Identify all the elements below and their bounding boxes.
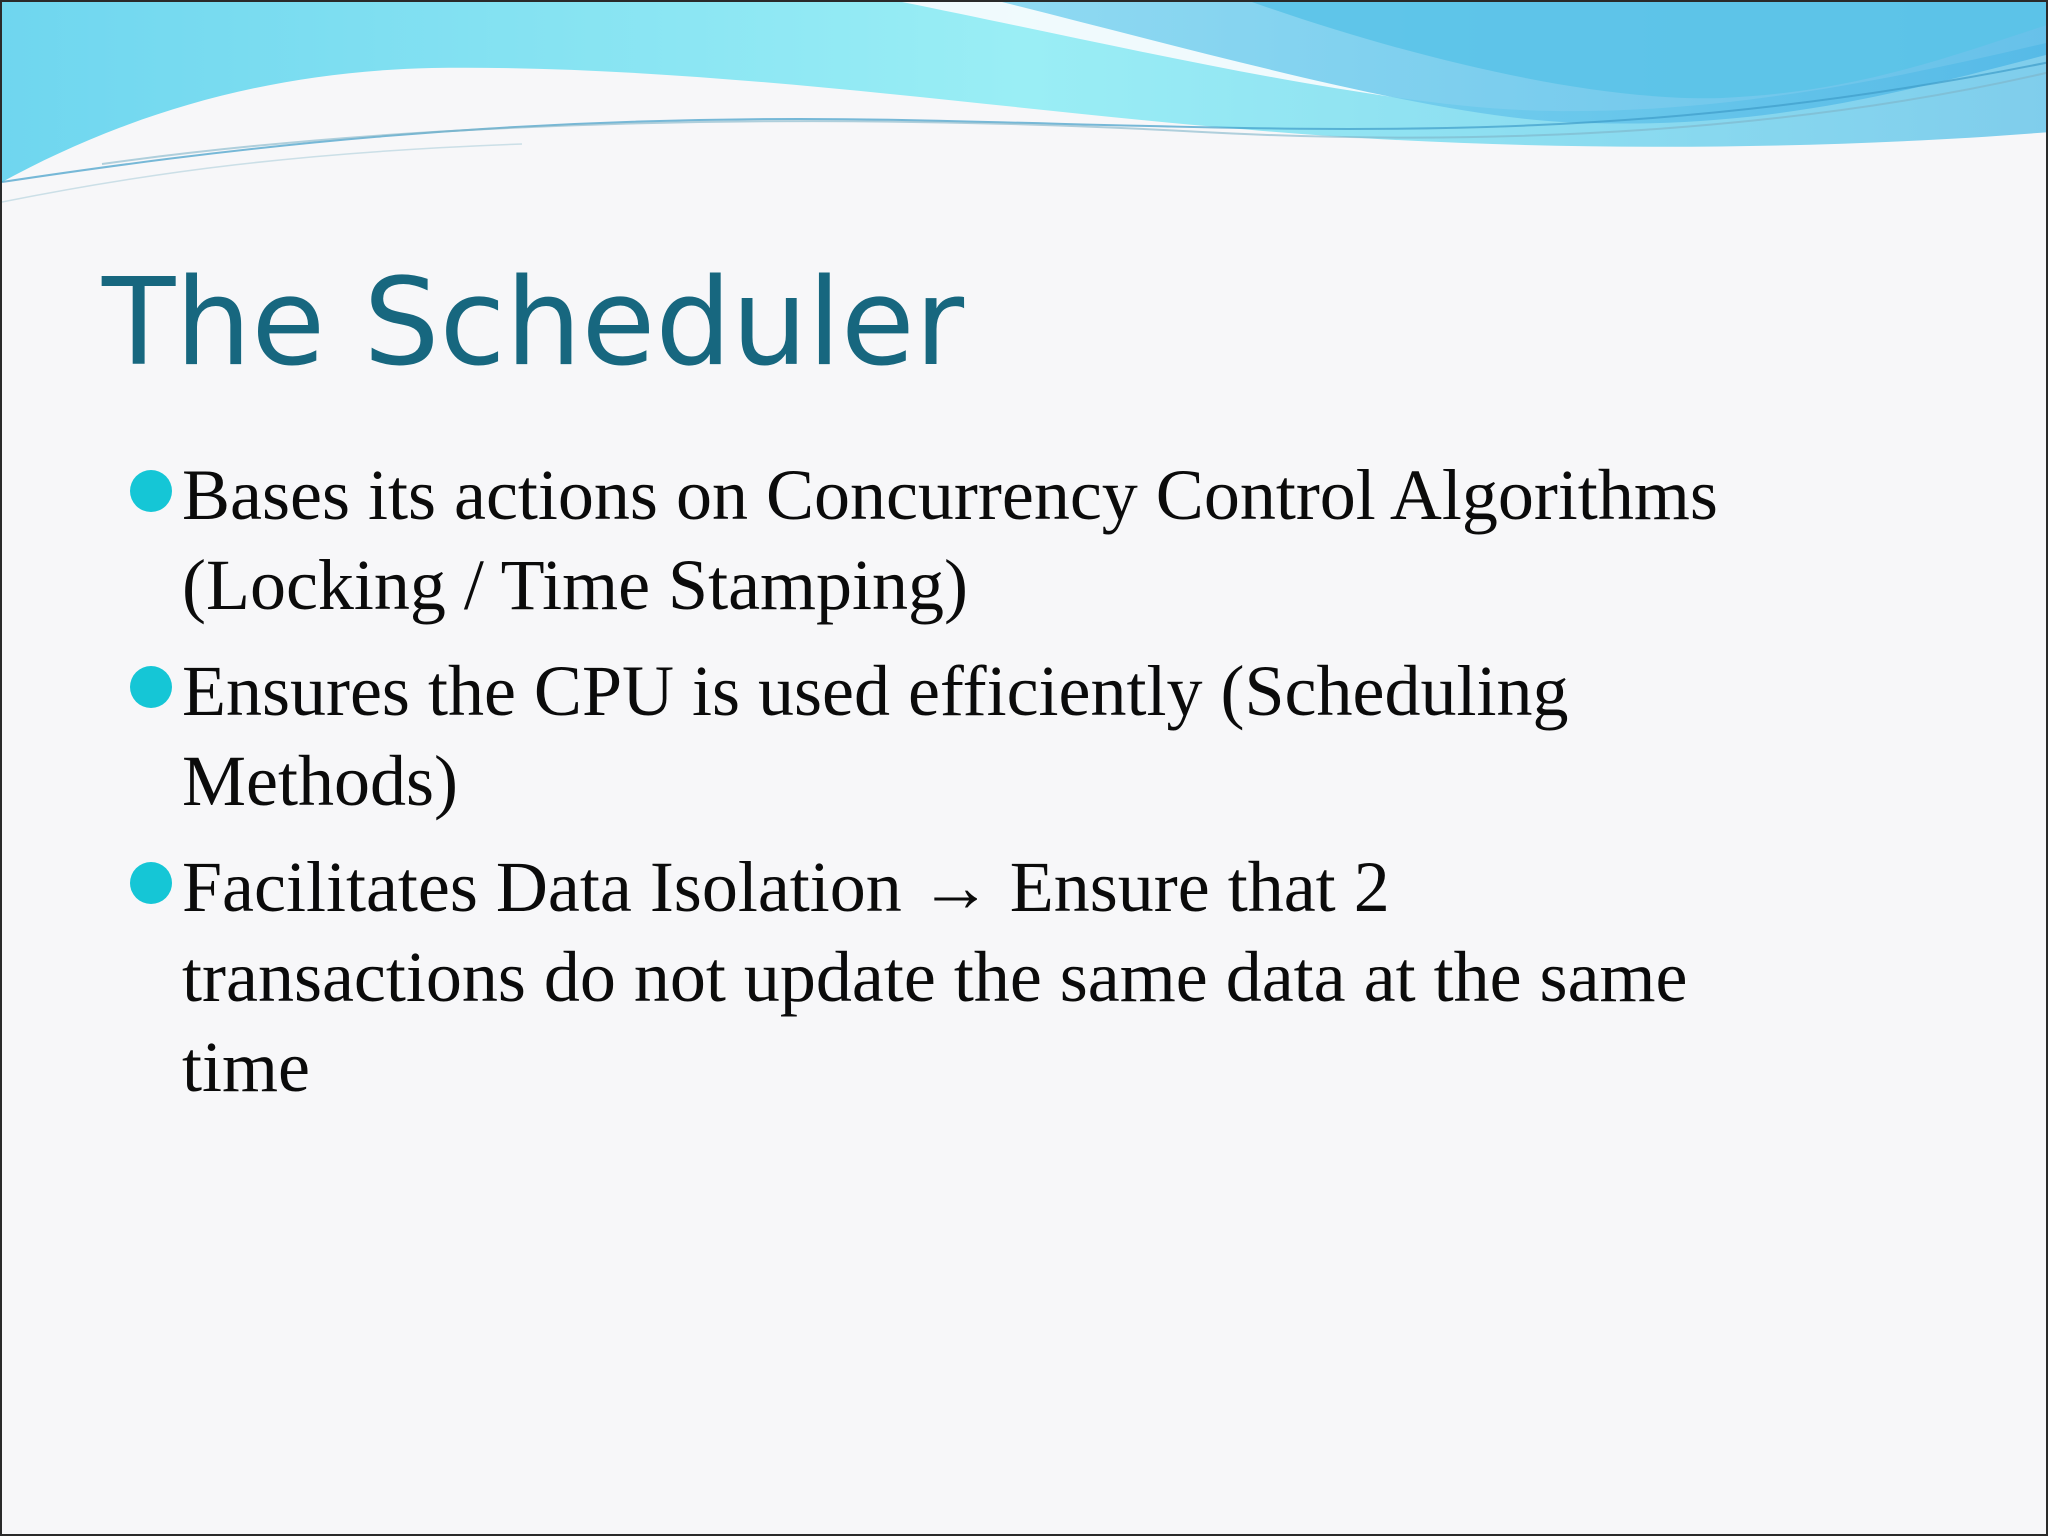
bullet-item xyxy=(130,842,1970,1112)
bullet-line: Ensures the CPU is used efficiently (Scheduling xyxy=(182,651,1569,731)
bullet-line: (Locking / Time Stamping) xyxy=(182,545,969,625)
bullet-line: Facilitates Data Isolation → Ensure that 2 xyxy=(182,847,1390,927)
bullet-item xyxy=(130,450,1970,630)
bullet-list xyxy=(130,450,1970,1128)
bullet-dot-icon xyxy=(130,862,172,904)
bullet-line: Methods) xyxy=(182,741,458,821)
bullet-line: Bases its actions on Concurrency Control Algorithms xyxy=(182,455,1718,535)
bullet-dot-icon xyxy=(130,470,172,512)
bullet-text xyxy=(182,842,1970,1112)
bullet-dot-icon xyxy=(130,666,172,708)
bullet-item xyxy=(130,646,1970,826)
bullet-line: transactions do not update the same data at the same xyxy=(182,937,1688,1017)
header-wave-decoration xyxy=(2,2,2048,242)
slide-title: The Scheduler xyxy=(102,254,965,393)
bullet-line: time xyxy=(182,1027,310,1107)
bullet-text xyxy=(182,646,1970,826)
bullet-text xyxy=(182,450,1970,630)
